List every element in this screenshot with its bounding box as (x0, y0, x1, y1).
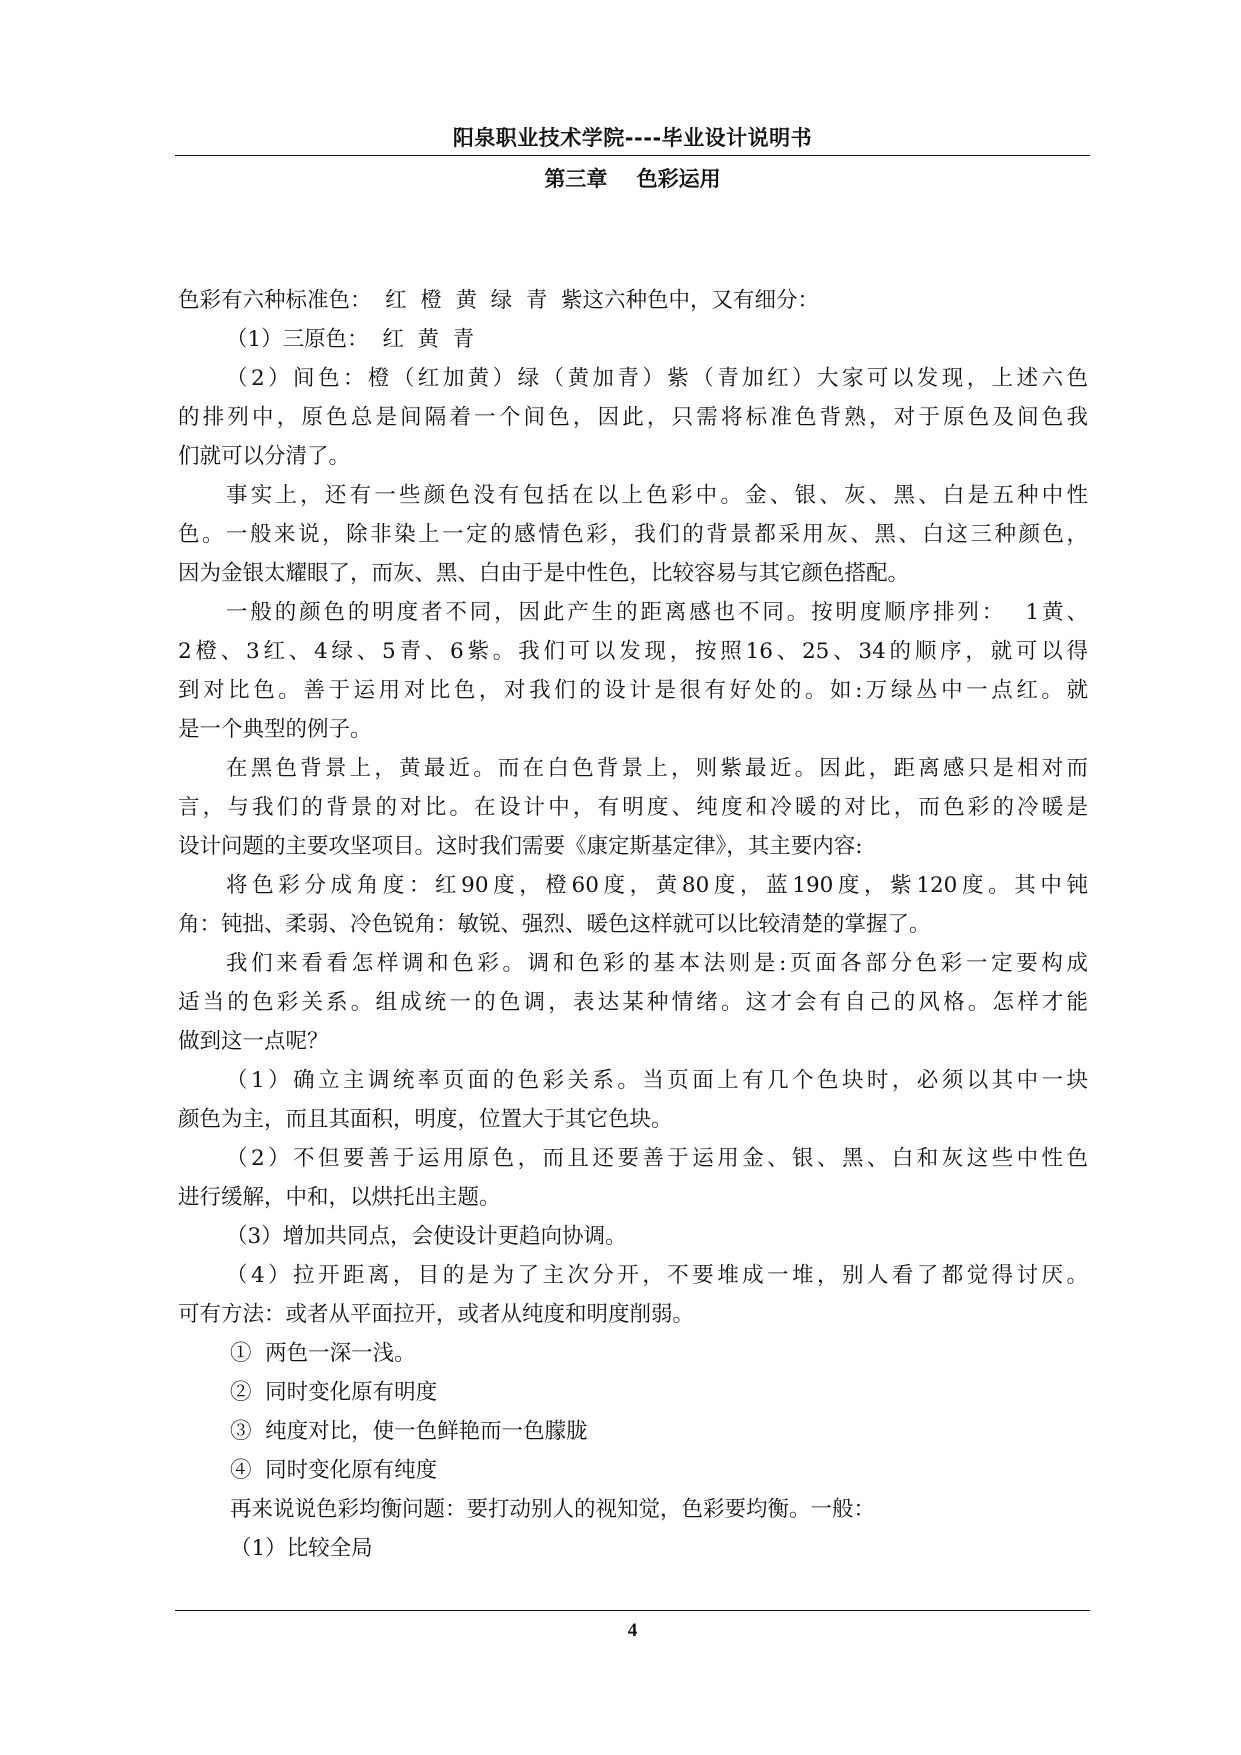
body-line: 角：钝拙、柔弱、冷色锐角：敏锐、强烈、暖色这样就可以比较清楚的掌握了。 (178, 912, 931, 937)
body-line: （2）不但要善于运用原色，而且还要善于运用金、银、黑、白和灰这些中性色 (226, 1146, 1088, 1171)
footer-rule (175, 1610, 1090, 1611)
body-line: 因为金银太耀眼了，而灰、黑、白由于是中性色，比较容易与其它颜色搭配。 (178, 561, 910, 586)
page-number: 4 (627, 1620, 638, 1641)
body-line: 适当的色彩关系。组成统一的色调，表达某种情绪。这才会有自己的风格。怎样才能 (178, 990, 1088, 1015)
body-line: 的排列中，原色总是间隔着一个间色，因此，只需将标准色背熟，对于原色及间色我 (178, 405, 1088, 430)
body-line: 做到这一点呢？ (178, 1029, 329, 1054)
body-line: 颜色为主，而且其面积，明度，位置大于其它色块。 (178, 1107, 673, 1132)
body-line: （1）三原色： 红 黄 青 (226, 327, 475, 352)
body-line: 在黑色背景上，黄最近。而在白色背景上，则紫最近。因此，距离感只是相对而 (226, 756, 1088, 781)
body-line: 色。一般来说，除非染上一定的感情色彩，我们的背景都采用灰、黑、白这三种颜色， (178, 522, 1088, 547)
body-line: （3）增加共同点，会使设计更趋向协调。 (226, 1224, 627, 1249)
body-line: （1）确立主调统率页面的色彩关系。当页面上有几个色块时，必须以其中一块 (226, 1068, 1088, 1093)
chapter-title: 第三章 色彩运用 (544, 167, 721, 191)
list-item: ② 同时变化原有明度 (230, 1380, 438, 1405)
list-item: ① 两色一深一浅。 (230, 1341, 416, 1366)
body-line: 再来说说色彩均衡问题：要打动别人的视知觉，色彩要均衡。一般： (230, 1497, 876, 1522)
body-line: 言，与我们的背景的对比。在设计中，有明度、纯度和冷暖的对比，而色彩的冷暖是 (178, 795, 1088, 820)
body-text (178, 281, 1088, 1568)
body-line: 设计问题的主要攻坚项目。这时我们需要《康定斯基定律》，其主要内容: (178, 834, 863, 859)
list-item: ④ 同时变化原有纯度 (230, 1458, 438, 1483)
header-rule (175, 155, 1090, 156)
body-line: 一般的颜色的明度者不同，因此产生的距离感也不同。按明度顺序排列： 1黄、 (226, 600, 1088, 625)
body-line: 将色彩分成角度：红90度，橙60度，黄80度，蓝190度，紫120度。其中钝 (226, 873, 1088, 898)
body-line: （4）拉开距离，目的是为了主次分开，不要堆成一堆，别人看了都觉得讨厌。 (226, 1263, 1088, 1288)
list-item: ③ 纯度对比，使一色鲜艳而一色朦胧 (230, 1419, 588, 1444)
running-header-title: 阳泉职业技术学院----毕业设计说明书 (452, 126, 813, 150)
body-line: 是一个典型的例子。 (178, 717, 372, 742)
body-line: 进行缓解，中和，以烘托出主题。 (178, 1185, 501, 1210)
body-line: 2橙、3红、4绿、5青、6紫。我们可以发现，按照16、25、34的顺序，就可以得 (178, 639, 1088, 664)
body-line: 可有方法：或者从平面拉开，或者从纯度和明度削弱。 (178, 1302, 695, 1327)
body-line: （1）比较全局 (230, 1536, 373, 1561)
body-line: 到对比色。善于运用对比色，对我们的设计是很有好处的。如:万绿丛中一点红。就 (178, 678, 1088, 703)
body-line: 我们来看看怎样调和色彩。调和色彩的基本法则是:页面各部分色彩一定要构成 (226, 951, 1088, 976)
body-line: 们就可以分清了。 (178, 444, 351, 469)
body-line: 事实上，还有一些颜色没有包括在以上色彩中。金、银、灰、黑、白是五种中性 (226, 483, 1088, 508)
body-line: （2）间色：橙（红加黄）绿（黄加青）紫（青加红）大家可以发现，上述六色 (226, 366, 1088, 391)
body-line: 色彩有六种标准色： 红 橙 黄 绿 青 紫这六种色中，又有细分： (178, 288, 820, 313)
